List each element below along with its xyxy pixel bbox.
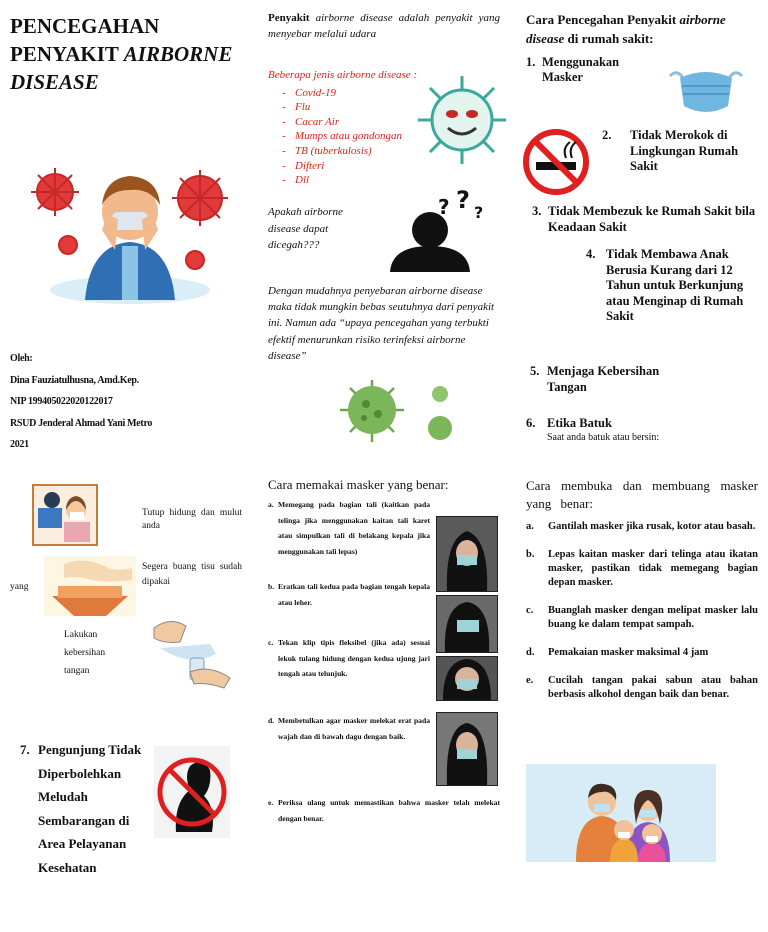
virus-character-illustration (416, 74, 508, 166)
author-info: Oleh: Dina Fauziatulhusna, Amd.Kep. NIP 199405022020122017 RSUD Jenderal Ahmad Yani Metro 2021 (10, 353, 153, 450)
list-dash: - (282, 101, 286, 114)
disease-name: Cacar Air (295, 115, 340, 128)
cough-note: Saat anda batuk atau bersin: (547, 432, 660, 443)
tip-dispose-tissue: Segera buang tisu sudah dipakai (142, 562, 242, 587)
svg-text:?: ? (438, 195, 450, 219)
disease-name: Mumps atau gondongan (295, 130, 402, 143)
step-letter: e. (526, 675, 534, 686)
disease-list-item (282, 173, 438, 188)
list-dash: - (282, 115, 286, 128)
mask-photo-a (436, 516, 498, 592)
removal-step (526, 520, 758, 534)
hospital-item-2: 2. Tidak Merokok di Lingkungan Rumah Sakit (602, 128, 739, 173)
mask-step (268, 497, 430, 559)
disease-name: Dll (295, 174, 310, 187)
svg-text:?: ? (456, 190, 470, 214)
step-text: Memegang pada bagian tali (kaitkan pada telinga jika menggunakan kaitan tali karet atau simpulkan tali di belakang kepala jika menggunakan tali lepas) (278, 500, 430, 556)
disease-list-item (282, 129, 438, 144)
mask-step (268, 713, 430, 744)
disease-list-item (282, 100, 438, 115)
step-letter: a. (526, 521, 534, 532)
list-dash: - (282, 130, 286, 143)
removal-step (526, 646, 758, 660)
mask-step (268, 635, 430, 682)
no-spitting-icon (154, 746, 230, 838)
step-letter: c. (526, 605, 534, 616)
svg-text:?: ? (474, 203, 484, 222)
step-text: Pemakaian masker maksimal 4 jam (548, 647, 709, 658)
family-mask-illustration (526, 764, 716, 862)
mask-removal-steps (526, 520, 758, 716)
tissue-bin-illustration (44, 556, 136, 616)
removal-step (526, 674, 758, 702)
step-text: Gantilah masker jika rusak, kotor atau basah. (548, 521, 756, 532)
prevention-paragraph: Dengan mudahnya penyebaran airborne disease maka tidak mungkin bebas seutuhnya dari penyakit ini. Namun ada “upaya pencegahan yang terbukti efektif menurunkan risiko terinfeksi airborne disease” (268, 285, 495, 362)
step-letter: d. (268, 716, 275, 725)
step-letter: a. (268, 500, 274, 509)
mask-photo-b (436, 595, 498, 653)
hospital-item-5: 5. Menjaga Kebersihan Tangan (530, 364, 660, 394)
list-dash: - (282, 86, 286, 99)
disease-list-item (282, 86, 438, 101)
list-dash: - (282, 159, 286, 172)
mask-step (268, 579, 430, 610)
step-letter: b. (268, 582, 275, 591)
hospital-item-1: 1. Menggunakan Masker (526, 55, 620, 84)
removal-step (526, 604, 758, 632)
face-mask-illustration (666, 62, 746, 120)
no-smoking-icon (522, 128, 590, 196)
tip-dispose-extra: yang (10, 582, 29, 592)
disease-name: Flu (295, 101, 311, 114)
mask-removal-heading: Cara membuka dan membuang masker yang benar: (526, 478, 758, 511)
question-silhouette (384, 190, 488, 272)
step-text: Cucilah tangan pakai sabun atau bahan berbasis alkohol dengan baik dan benar. (548, 675, 758, 700)
step-text: Tekan klip tipis fleksibel (jika ada) sesuai lekuk tulang hidung dengan kedua ujung jari tengah atau telunjuk. (278, 638, 430, 678)
mask-step (268, 795, 500, 826)
disease-name: TB (tuberkulosis) (295, 144, 372, 157)
list-dash: - (282, 144, 286, 157)
disease-list-item (282, 144, 438, 159)
step-text: Buanglah masker dengan melipat masker lalu buang ke dalam tempat sampah. (548, 605, 758, 630)
hospital-item-6: 6. Etika Batuk (526, 416, 612, 430)
mask-photo-c (436, 656, 498, 701)
hospital-item-3: 3. Tidak Membezuk ke Rumah Sakit bila Keadaan Sakit (532, 204, 756, 234)
green-virus-illustration (322, 378, 462, 444)
disease-name: Difteri (295, 159, 325, 172)
tip-cover-nose: Tutup hidung dan mulut anda (142, 508, 242, 531)
list-dash: - (282, 174, 286, 187)
hospital-item-4: 4. Tidak Membawa Anak Berusia Kurang dari 12 Tahun untuk Berkunjung atau Menginap di Rumah Sakit (586, 247, 744, 323)
step-text: Lepas kaitan masker dari telinga atau ikatan masker, pastikan tidak memegang bagian depan masker. (548, 549, 758, 588)
disease-name: Covid-19 (295, 86, 336, 99)
tip-hand-hygiene: Lakukan kebersihan tangan (64, 630, 106, 676)
cover-mouth-illustration (32, 484, 98, 546)
disease-list-item (282, 159, 438, 174)
step-text: Eratkan tali kedua pada bagian tengah kepala atau leher. (278, 582, 430, 607)
removal-step (526, 548, 758, 590)
question-text: Apakah airborne disease dapat dicegah??? (268, 206, 343, 251)
page-title: PENCEGAHAN PENYAKIT AIRBORNE DISEASE (10, 14, 233, 94)
hospital-prevention-heading: Cara Pencegahan Penyakit airborne disease di rumah sakit: (526, 12, 726, 46)
disease-types: Beberapa jenis airborne disease : - Covid-19 - Flu - Cacar Air - Mumps atau gondongan - TB (tuberkulosis) - Difteri - Dll (268, 68, 438, 188)
mask-photo-d (436, 712, 498, 786)
disease-list (268, 86, 438, 188)
hand-wash-illustration (150, 608, 234, 690)
sick-boy-illustration (10, 150, 250, 310)
step-text: Periksa ulang untuk memastikan bahwa masker telah melekat dengan benar. (278, 798, 500, 823)
step-letter: b. (526, 549, 535, 560)
step-letter: e. (268, 798, 274, 807)
intro-text: Penyakit airborne disease adalah penyakit yang menyebar melalui udara (268, 12, 500, 40)
step-text: Membetulkan agar masker melekat erat pada wajah dan di bawah dagu dengan baik. (278, 716, 430, 741)
disease-list-item (282, 115, 438, 130)
step-letter: d. (526, 647, 535, 658)
mask-wearing-heading: Cara memakai masker yang benar: (268, 477, 449, 492)
item-7: 7. Pengunjung Tidak Diperbolehkan Meludah Sembarangan di Area Pelayanan Kesehatan (20, 742, 142, 875)
step-letter: c. (268, 638, 274, 647)
